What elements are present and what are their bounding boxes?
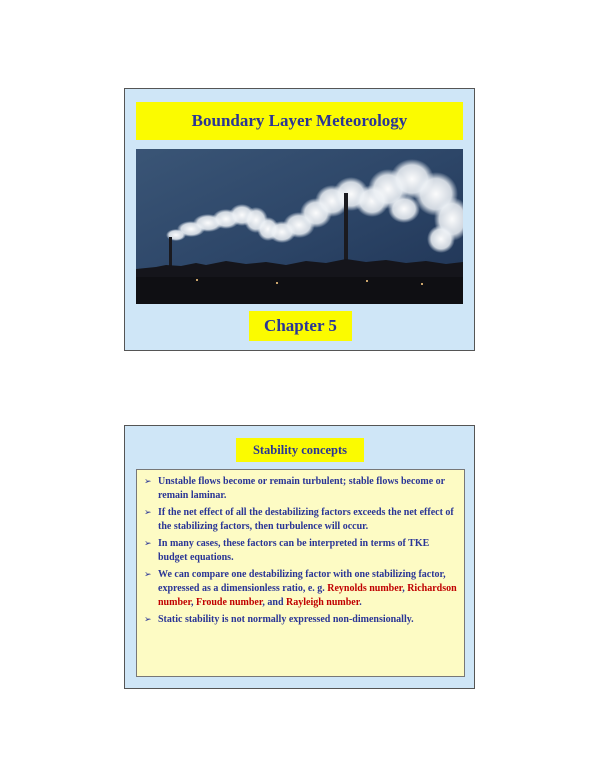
- bullet-item: ➢ In many cases, these factors can be interpreted in terms of TKE budget equations.: [144, 538, 430, 563]
- arrow-bullet-icon: ➢: [144, 570, 152, 580]
- slide-title: Boundary Layer Meteorology: [136, 102, 463, 140]
- bullet-item: ➢ Static stability is not normally expressed non-dimensionally.: [144, 614, 414, 625]
- arrow-bullet-icon: ➢: [144, 539, 152, 549]
- slide-2: [124, 425, 475, 689]
- highlight-term: Richardson number: [158, 583, 457, 608]
- smokestack-photo: [136, 149, 463, 304]
- bullet-item: ➢ Unstable flows become or remain turbulent; stable flows become or remain laminar.: [144, 476, 445, 501]
- arrow-bullet-icon: ➢: [144, 508, 152, 518]
- bullet-box: [136, 469, 465, 677]
- chapter-label: Chapter 5: [249, 311, 352, 341]
- arrow-bullet-icon: ➢: [144, 477, 152, 487]
- bullet-item: [141, 568, 458, 610]
- highlight-term: Rayleigh number: [286, 597, 360, 608]
- bullet-list: [141, 475, 458, 627]
- slide-title: Stability concepts: [236, 438, 364, 462]
- arrow-bullet-icon: ➢: [144, 615, 152, 625]
- highlight-term: Reynolds number: [327, 583, 403, 594]
- bullet-item: ➢ If the net effect of all the destabilizing factors exceeds the net effect of the stabilizing factors, then turbulence will occur.: [144, 507, 454, 532]
- slide-1: [124, 88, 475, 351]
- highlight-term: Froude number: [195, 597, 263, 608]
- bullet-text: We can compare one destabilizing factor with one stabilizing factor, expressed as a dimensionless ratio, e. g. Reynolds number, Richardson number, Froude number, and Rayleigh number.: [158, 569, 457, 608]
